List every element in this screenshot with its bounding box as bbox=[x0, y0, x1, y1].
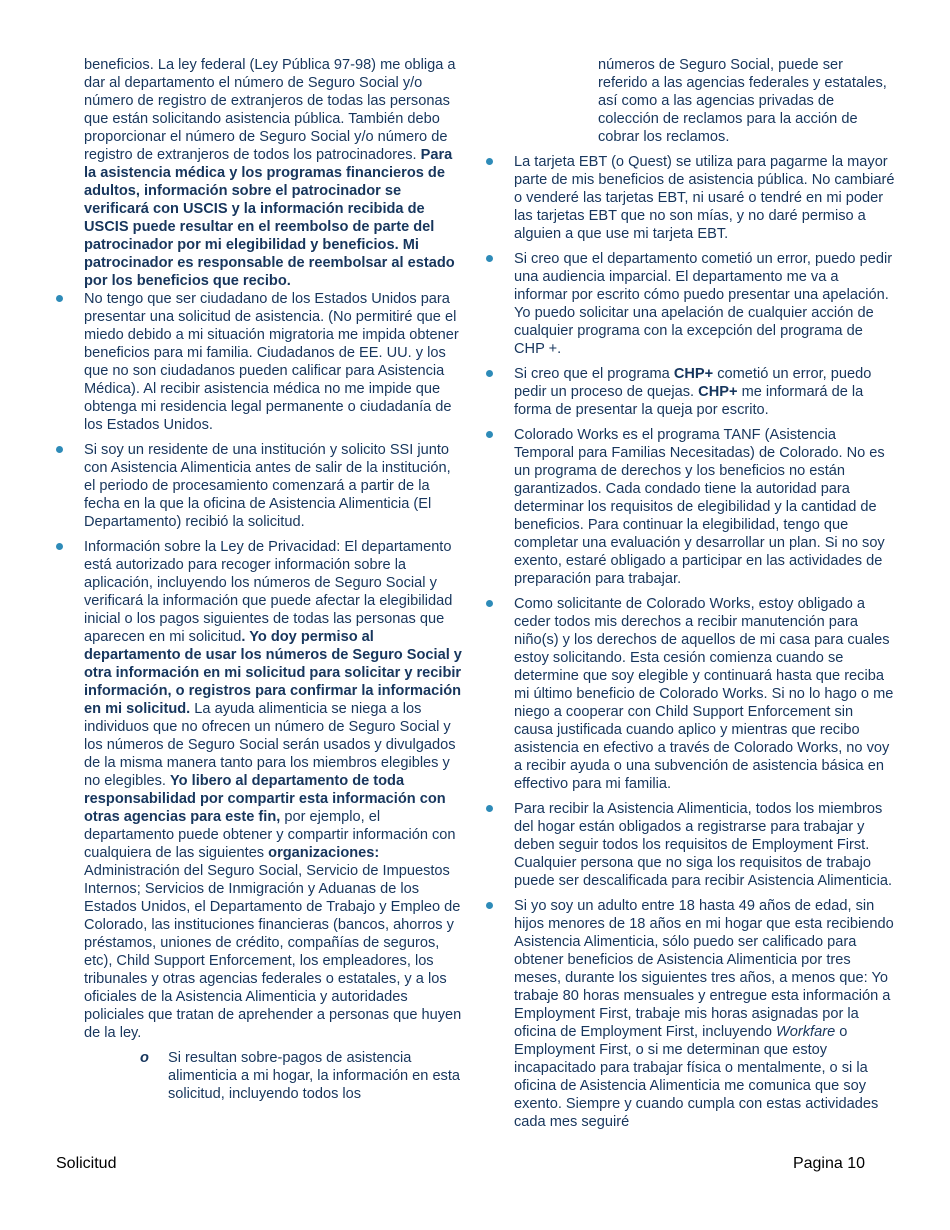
list-item-colorado-works bbox=[486, 426, 896, 588]
footer-document-title: Solicitud bbox=[56, 1155, 117, 1172]
bullet-icon bbox=[56, 446, 63, 453]
list-item-citizenship bbox=[56, 290, 466, 434]
list-item-text: Colorado Works es el programa TANF (Asistencia Temporal para Familias Necesitadas) de Colorado. No es un programa de derechos y los beneficios no están garantizados. Cada condado tiene la autoridad para determinar los requisitos de elegibilidad y la cantidad de beneficios. Para continuar la elegibilidad, tengo que completar una evaluación y desarrollar un plan. Si no soy exento, estaré obligado a participar en las actividades de preparación para trabajar. bbox=[514, 427, 885, 587]
list-item-bold-text: CHP+ bbox=[698, 384, 738, 400]
list-item-text: La ayuda alimenticia se niega a los individuos que no ofrecen un número de Seguro Social y los números de Seguro Social serán usados y divulgados de la misma manera tanto para los miembros elegibles y no elegibles. bbox=[84, 701, 456, 789]
bullet-icon bbox=[486, 431, 493, 438]
sub-list-item-continuation: números de Seguro Social, puede ser referido a las agencias federales y estatales, así como a las agencias privadas de colección de reclamos para la acción de cobrar los reclamos. bbox=[598, 57, 887, 145]
list-item-chp-complaint bbox=[486, 365, 896, 419]
list-item-bold-text: . Yo doy permiso al departamento de usar los números de Seguro Social y otra información en mi solicitud para solicitar y recibir información, o registros para confirmar la información en mi solicitud. bbox=[84, 629, 462, 717]
list-item-ebt-card bbox=[486, 153, 896, 243]
bullet-icon bbox=[56, 295, 63, 302]
bullet-icon bbox=[486, 600, 493, 607]
list-item-text: Si yo soy un adulto entre 18 hasta 49 años de edad, sin hijos menores de 18 años en mi hogar que esta recibiendo Asistencia Alimenticia, sólo puedo ser calificado para obtener beneficios de Asistencia Alimenticia por tres meses, durante los siguientes tres años, a menos que: Yo trabaje 80 horas mensuales y entregue esta información a Employment First, trabaje mis horas asignadas por la oficina de Employment First, incluyendo bbox=[514, 898, 894, 1040]
list-item-text: La tarjeta EBT (o Quest) se utiliza para pagarme la mayor parte de mis beneficios de asistencia pública. No cambiaré o venderé las tarjetas EBT, ni usaré o tendré en mi poder las tarjetas EBT que no son mías, y no daré permiso a alguien a que use mi tarjeta EBT. bbox=[514, 154, 895, 242]
list-item-child-support bbox=[486, 595, 896, 793]
bullet-icon bbox=[56, 543, 63, 550]
footer-page-number: Pagina 10 bbox=[792, 1155, 865, 1172]
intro-text: beneficios. La ley federal (Ley Pública 97-98) me obliga a dar al departamento el número de Seguro Social y/o número de registro de extranjeros de todas las personas que están solicitando asistencia pública. También debo proporcionar el número de Seguro Social y/o número de registro de extranjeros de todos los patrocinadores. bbox=[84, 57, 456, 163]
intro-paragraph bbox=[56, 56, 466, 290]
list-item-bold-text: CHP+ bbox=[673, 366, 714, 382]
list-item-bold-text: organizaciones: bbox=[268, 845, 380, 861]
intro-bold-text: Para la asistencia médica y los programas financieros de adultos, información sobre el patrocinador se verificará con USCIS y la información recibida de USCIS puede resultar en el reembolso de parte del patrocinador por mi elegibilidad y beneficios. Mi patrocinador es responsable de reembolsar al estado por los beneficios que recibo. bbox=[84, 147, 455, 289]
list-item-text: Para recibir la Asistencia Alimenticia, todos los miembros del hogar están obligados a registrarse para trabajar y deben seguir todos los requisitos de Employment First. Cualquier persona que no siga los requisitos de trabajo puede ser descalificada para recibir Asistencia Alimenticia. bbox=[514, 801, 893, 889]
list-item-text: me informará de la forma de presentar la queja por escrito. bbox=[514, 384, 864, 418]
list-item-text: Como solicitante de Colorado Works, estoy obligado a ceder todos mis derechos a recibir manutención para niño(s) y los derechos de aquellos de mi casa para cuales estoy solicitando. Esta cesión comienza cuando se determine que soy elegible y continuará hasta que reciba mi último beneficio de Colorado Works. Si no lo hago o me niego a cooperar con Child Support Enforcement sin causa justificada cuando aplico y mientras que recibo asistencia en efectivo a través de Colorado Works, no voy a recibir ayuda o una subvención de asistencia básica en effectivo para mi familia. bbox=[514, 596, 894, 792]
right-column bbox=[486, 56, 896, 1138]
list-item-bold-text: Yo libero al departamento de toda responsabilidad por compartir esta información con otras agencias para este fin, bbox=[84, 773, 446, 825]
list-item-fair-hearing bbox=[486, 250, 896, 358]
list-item-text: Si creo que el programa bbox=[514, 366, 674, 382]
list-item-text: Información sobre la Ley de Privacidad: El departamento está autorizado para recoger información sobre la aplicación, incluyendo los números de Seguro Social y verificará la información que puede afectar la elegibilidad inicial o los pagos siguientes de todas las personas que aparecen en mi solicitud bbox=[84, 539, 453, 645]
list-item-privacy-act bbox=[56, 538, 466, 1042]
list-item-text: No tengo que ser ciudadano de los Estados Unidos para presentar una solicitud de asistencia. (No permitiré que el miedo debido a mi situación migratoria me impida obtener beneficios para mi familia. Ciudadanos de EE. UU. y los que no son ciudadanos pueden calificar para Asistencia Médica). Al recibir asistencia médica no me impide que obtenga mi residencia legal permanente o ciudadanía de los Estados Unidos. bbox=[84, 291, 459, 433]
list-item-text: cometió un error, puedo pedir un proceso de quejas. bbox=[514, 366, 872, 400]
list-item-text: por ejemplo, el departamento puede obtener y compartir información con cualquiera de las siguientes bbox=[84, 809, 456, 861]
sub-list-item-overpayments bbox=[56, 1049, 466, 1103]
list-item-text: Si soy un residente de una institución y solicito SSI junto con Asistencia Alimenticia antes de salir de la institución, el periodo de procesamiento comenzará a partir de la fecha en la que la oficina de Asistencia Alimenticia (El Departamento) recibió la solicitud. bbox=[84, 442, 451, 530]
list-item-text: Administración del Seguro Social, Servicio de Impuestos Internos; Servicios de Inmigración y Aduanas de los Estados Unidos, el Departamento de Trabajo y Empleo de Colorado, las instituciones financieras (bancos, ahorros y préstamos, uniones de crédito, compañías de seguros, etc), Child Support Enforcement, los empleadores, los tribunales y otras agencias federales o estatales, y a los oficiales de la Asistencia Alimenticia y autoridades policiales que tratan de aprehender a personas que huyen de la ley. bbox=[84, 863, 462, 1041]
sub-list-item-text: Si resultan sobre-pagos de asistencia alimenticia a mi hogar, la información en esta solicitud, incluyendo todos los bbox=[168, 1050, 461, 1102]
list-item-italic-text: Workfare bbox=[776, 1024, 836, 1040]
bullet-icon bbox=[486, 158, 493, 165]
bullet-icon bbox=[486, 805, 493, 812]
left-column bbox=[56, 56, 466, 1103]
bullet-icon bbox=[486, 255, 493, 262]
list-item-text: o Employment First, o si me determinan que estoy incapacitado para trabajar física o mentalmente, o si la oficina de Asistencia Alimenticia me comunica que soy exento. Siempre y cuando cumpla con estas actividades cada mes seguiré bbox=[514, 1024, 879, 1130]
bullet-icon bbox=[486, 370, 493, 377]
sub-bullet-icon: o bbox=[140, 1050, 149, 1066]
list-item-employment-first bbox=[486, 800, 896, 890]
bullet-icon bbox=[486, 902, 493, 909]
list-item-institution bbox=[56, 441, 466, 531]
list-item-text: Si creo que el departamento cometió un error, puedo pedir una audiencia imparcial. El departamento me va a informar por escrito cómo puedo presentar una apelación. Yo puedo solicitar una apelación de cualquier acción de cualquier programa con la excepción del programa de CHP +. bbox=[514, 251, 893, 357]
list-item-abawd bbox=[486, 897, 896, 1131]
